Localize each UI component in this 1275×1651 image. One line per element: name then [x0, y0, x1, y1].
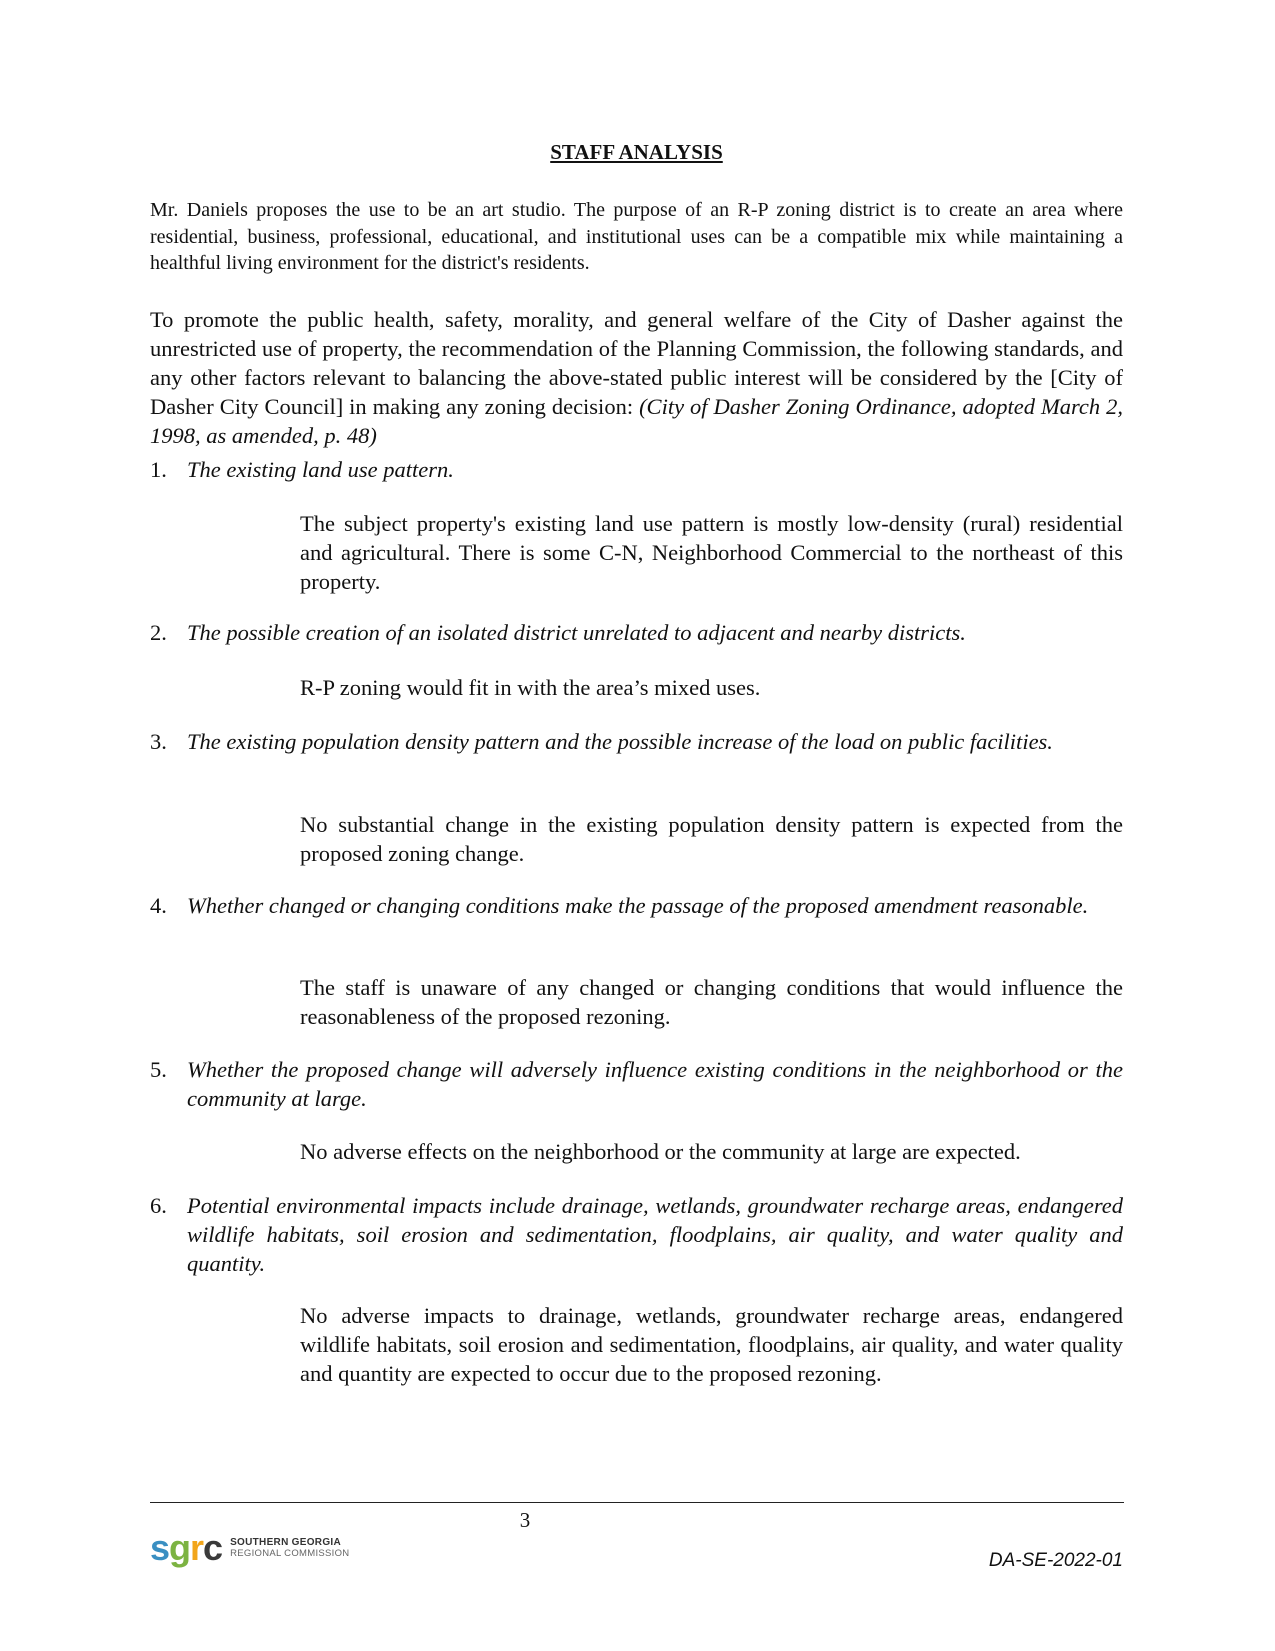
logo-line-2: REGIONAL COMMISSION: [230, 1548, 350, 1559]
standards-paragraph: [150, 305, 1123, 450]
item-answer-3: No substantial change in the existing population density pattern is expected from the proposed zoning change.: [300, 812, 1123, 866]
item-question-5: [150, 1055, 1123, 1113]
item-question-text-5: Whether the proposed change will adversely influence existing conditions in the neighborhood or the community at large.: [187, 1057, 1123, 1111]
sgrc-logo: [150, 1527, 350, 1568]
sgrc-logo-mark: [150, 1527, 223, 1568]
logo-letter-r: r: [190, 1527, 204, 1568]
item-question-4: [150, 891, 1123, 920]
standards-text: To promote the public health, safety, morality, and general welfare of the City of Dasher against the unrestricted use of property, the recommendation of the Planning Commission, the following standards, and any other factors relevant to balancing the above-stated public interest will be considered by the [City of Dasher City Council] in making any zoning decision:: [150, 307, 1123, 419]
item-number-5: 5.: [150, 1057, 167, 1082]
item-answer-2: R-P zoning would fit in with the area’s mixed uses.: [300, 675, 761, 700]
footer-divider: [150, 1502, 1124, 1503]
page-title: STAFF ANALYSIS: [550, 140, 723, 164]
logo-letter-c: c: [203, 1527, 223, 1568]
sgrc-logo-text: [230, 1537, 349, 1559]
item-number-1: 1.: [150, 457, 167, 482]
document-id: DA-SE-2022-01: [988, 1550, 1123, 1571]
item-number-4: 4.: [150, 893, 167, 918]
item-number-3: 3.: [150, 729, 167, 754]
intro-paragraph: Mr. Daniels proposes the use to be an art studio. The purpose of an R-P zoning district is to create an area where residential, business, professional, educational, and institutional uses can be a compatible mix while maintaining a healthful living environment for the district's residents.: [150, 199, 1123, 274]
item-question-text-3: The existing population density pattern and the possible increase of the load on public facilities.: [187, 729, 1053, 754]
item-answer-1: The subject property's existing land use pattern is mostly low-density (rural) residential and agricultural. There is some C-N, Neighborhood Commercial to the northeast of this property.: [300, 511, 1123, 594]
item-question-text-4: Whether changed or changing conditions make the passage of the proposed amendment reasonable.: [187, 893, 1089, 918]
logo-letter-g: g: [169, 1527, 191, 1568]
item-question-text-2: The possible creation of an isolated district unrelated to adjacent and nearby districts.: [187, 620, 966, 645]
item-question-1: [150, 455, 1123, 484]
item-question-3: [150, 727, 1123, 756]
standards-citation: (City of Dasher Zoning Ordinance, adopted March 2, 1998, as amended, p. 48): [150, 394, 1123, 448]
item-question-6: [150, 1191, 1123, 1278]
item-question-text-6: Potential environmental impacts include drainage, wetlands, groundwater recharge areas, endangered wildlife habitats, soil erosion and sedimentation, floodplains, air quality, and water quality and quantity.: [187, 1193, 1123, 1276]
item-question-text-1: The existing land use pattern.: [187, 457, 454, 482]
logo-letter-s: s: [150, 1527, 170, 1568]
item-number-6: 6.: [150, 1193, 167, 1218]
item-question-2: [150, 618, 1123, 647]
item-answer-5: No adverse effects on the neighborhood or the community at large are expected.: [300, 1139, 1021, 1164]
item-number-2: 2.: [150, 620, 167, 645]
page-number: 3: [519, 1508, 531, 1532]
logo-line-1: SOUTHERN GEORGIA: [230, 1537, 341, 1548]
item-answer-6: No adverse impacts to drainage, wetlands, groundwater recharge areas, endangered wildlife habitats, soil erosion and sedimentation, floodplains, air quality, and water quality and quantity are expected to occur due to the proposed rezoning.: [300, 1303, 1123, 1386]
item-answer-4: The staff is unaware of any changed or changing conditions that would influence the reasonableness of the proposed rezoning.: [300, 975, 1123, 1029]
